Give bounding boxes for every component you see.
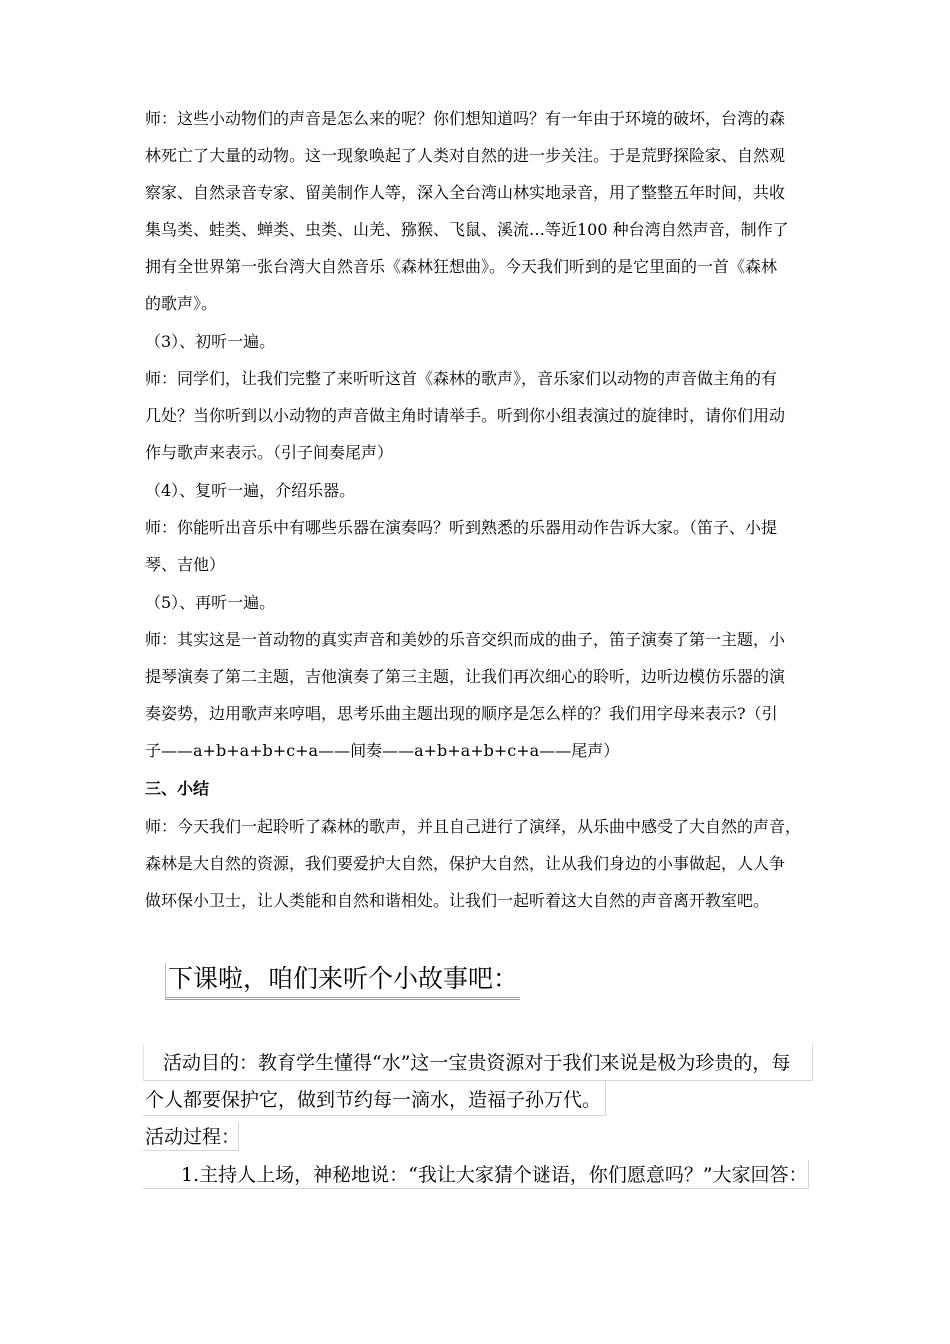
paragraph-line: 作与歌声来表示。（引子间奏尾声） — [145, 443, 394, 462]
paragraph-line: 师：你能听出音乐中有哪些乐器在演奏吗？听到熟悉的乐器用动作告诉大家。（笛子、小提 — [145, 518, 778, 537]
section-heading: 三、小结 — [145, 779, 210, 798]
activity-purpose-line: 个人都要保护它，做到节约每一滴水，造福子孙万代。 — [145, 1089, 602, 1111]
activity-purpose-line: 活动目的：教育学生懂得“水”这一宝贵资源对于我们来说是极为珍贵的，每 — [163, 1052, 791, 1074]
paragraph-line: 的歌声》。 — [145, 294, 218, 313]
activity-step: 1.主持人上场，神秘地说：“我让大家猜个谜语，你们愿意吗？”大家回答： — [181, 1164, 808, 1186]
activity-process-label: 活动过程： — [145, 1126, 241, 1148]
story-title: 下课啦，咱们来听个小故事吧： — [165, 963, 520, 1000]
paragraph-line: 师：其实这是一首动物的真实声音和美妙的乐音交织而成的曲子，笛子演奏了第一主题，小 — [145, 630, 786, 649]
paragraph-line: 察家、自然录音专家、留美制作人等，深入全台湾山林实地录音，用了整整五年时间，共收 — [145, 183, 786, 202]
paragraph-line: 琴、吉他） — [145, 555, 226, 574]
paragraph-line: 子——a+b+a+b+c+a——间奏——a+b+a+b+c+a——尾声） — [145, 741, 620, 760]
paragraph-line: 拥有全世界第一张台湾大自然音乐《森林狂想曲》。今天我们听到的是它里面的一首《森林 — [145, 257, 778, 276]
paragraph-line: 奏姿势，边用歌声来哼唱，思考乐曲主题出现的顺序是怎么样的？我们用字母来表示?（引 — [145, 704, 778, 723]
paragraph-line: 师：今天我们一起聆听了森林的歌声，并且自己进行了演绎，从乐曲中感受了大自然的声音， — [145, 817, 802, 836]
step-heading: （5）、再听一遍。 — [145, 593, 276, 612]
paragraph-line: 林死亡了大量的动物。这一现象唤起了人类对自然的进一步关注。于是荒野探险家、自然观 — [145, 146, 786, 165]
paragraph-line: 提琴演奏了第二主题，吉他演奏了第三主题，让我们再次细心的聆听，边听边模仿乐器的演 — [145, 667, 786, 686]
paragraph-line: 做环保小卫士，让人类能和自然和谐相处。让我们一起听着这大自然的声音离开教室吧。 — [145, 891, 770, 910]
step-heading: （3）、初听一遍。 — [145, 332, 276, 351]
paragraph-line: 集鸟类、蛙类、蝉类、虫类、山羌、猕猴、飞鼠、溪流…等近100 种台湾自然声音，制作了 — [145, 220, 789, 239]
paragraph-line: 师：这些小动物们的声音是怎么来的呢？你们想知道吗？有一年由于环境的破坏，台湾的森 — [145, 109, 786, 128]
paragraph-line: 师：同学们，让我们完整了来听听这首《森林的歌声》，音乐家们以动物的声音做主角的有 — [145, 369, 778, 388]
paragraph-line: 几处？当你听到以小动物的声音做主角时请举手。听到你小组表演过的旋律时，请你们用动 — [145, 406, 786, 425]
paragraph-line: 森林是大自然的资源，我们要爱护大自然，保护大自然，让从我们身边的小事做起，人人争 — [145, 854, 786, 873]
step-heading: （4）、复听一遍，介绍乐器。 — [145, 481, 356, 500]
